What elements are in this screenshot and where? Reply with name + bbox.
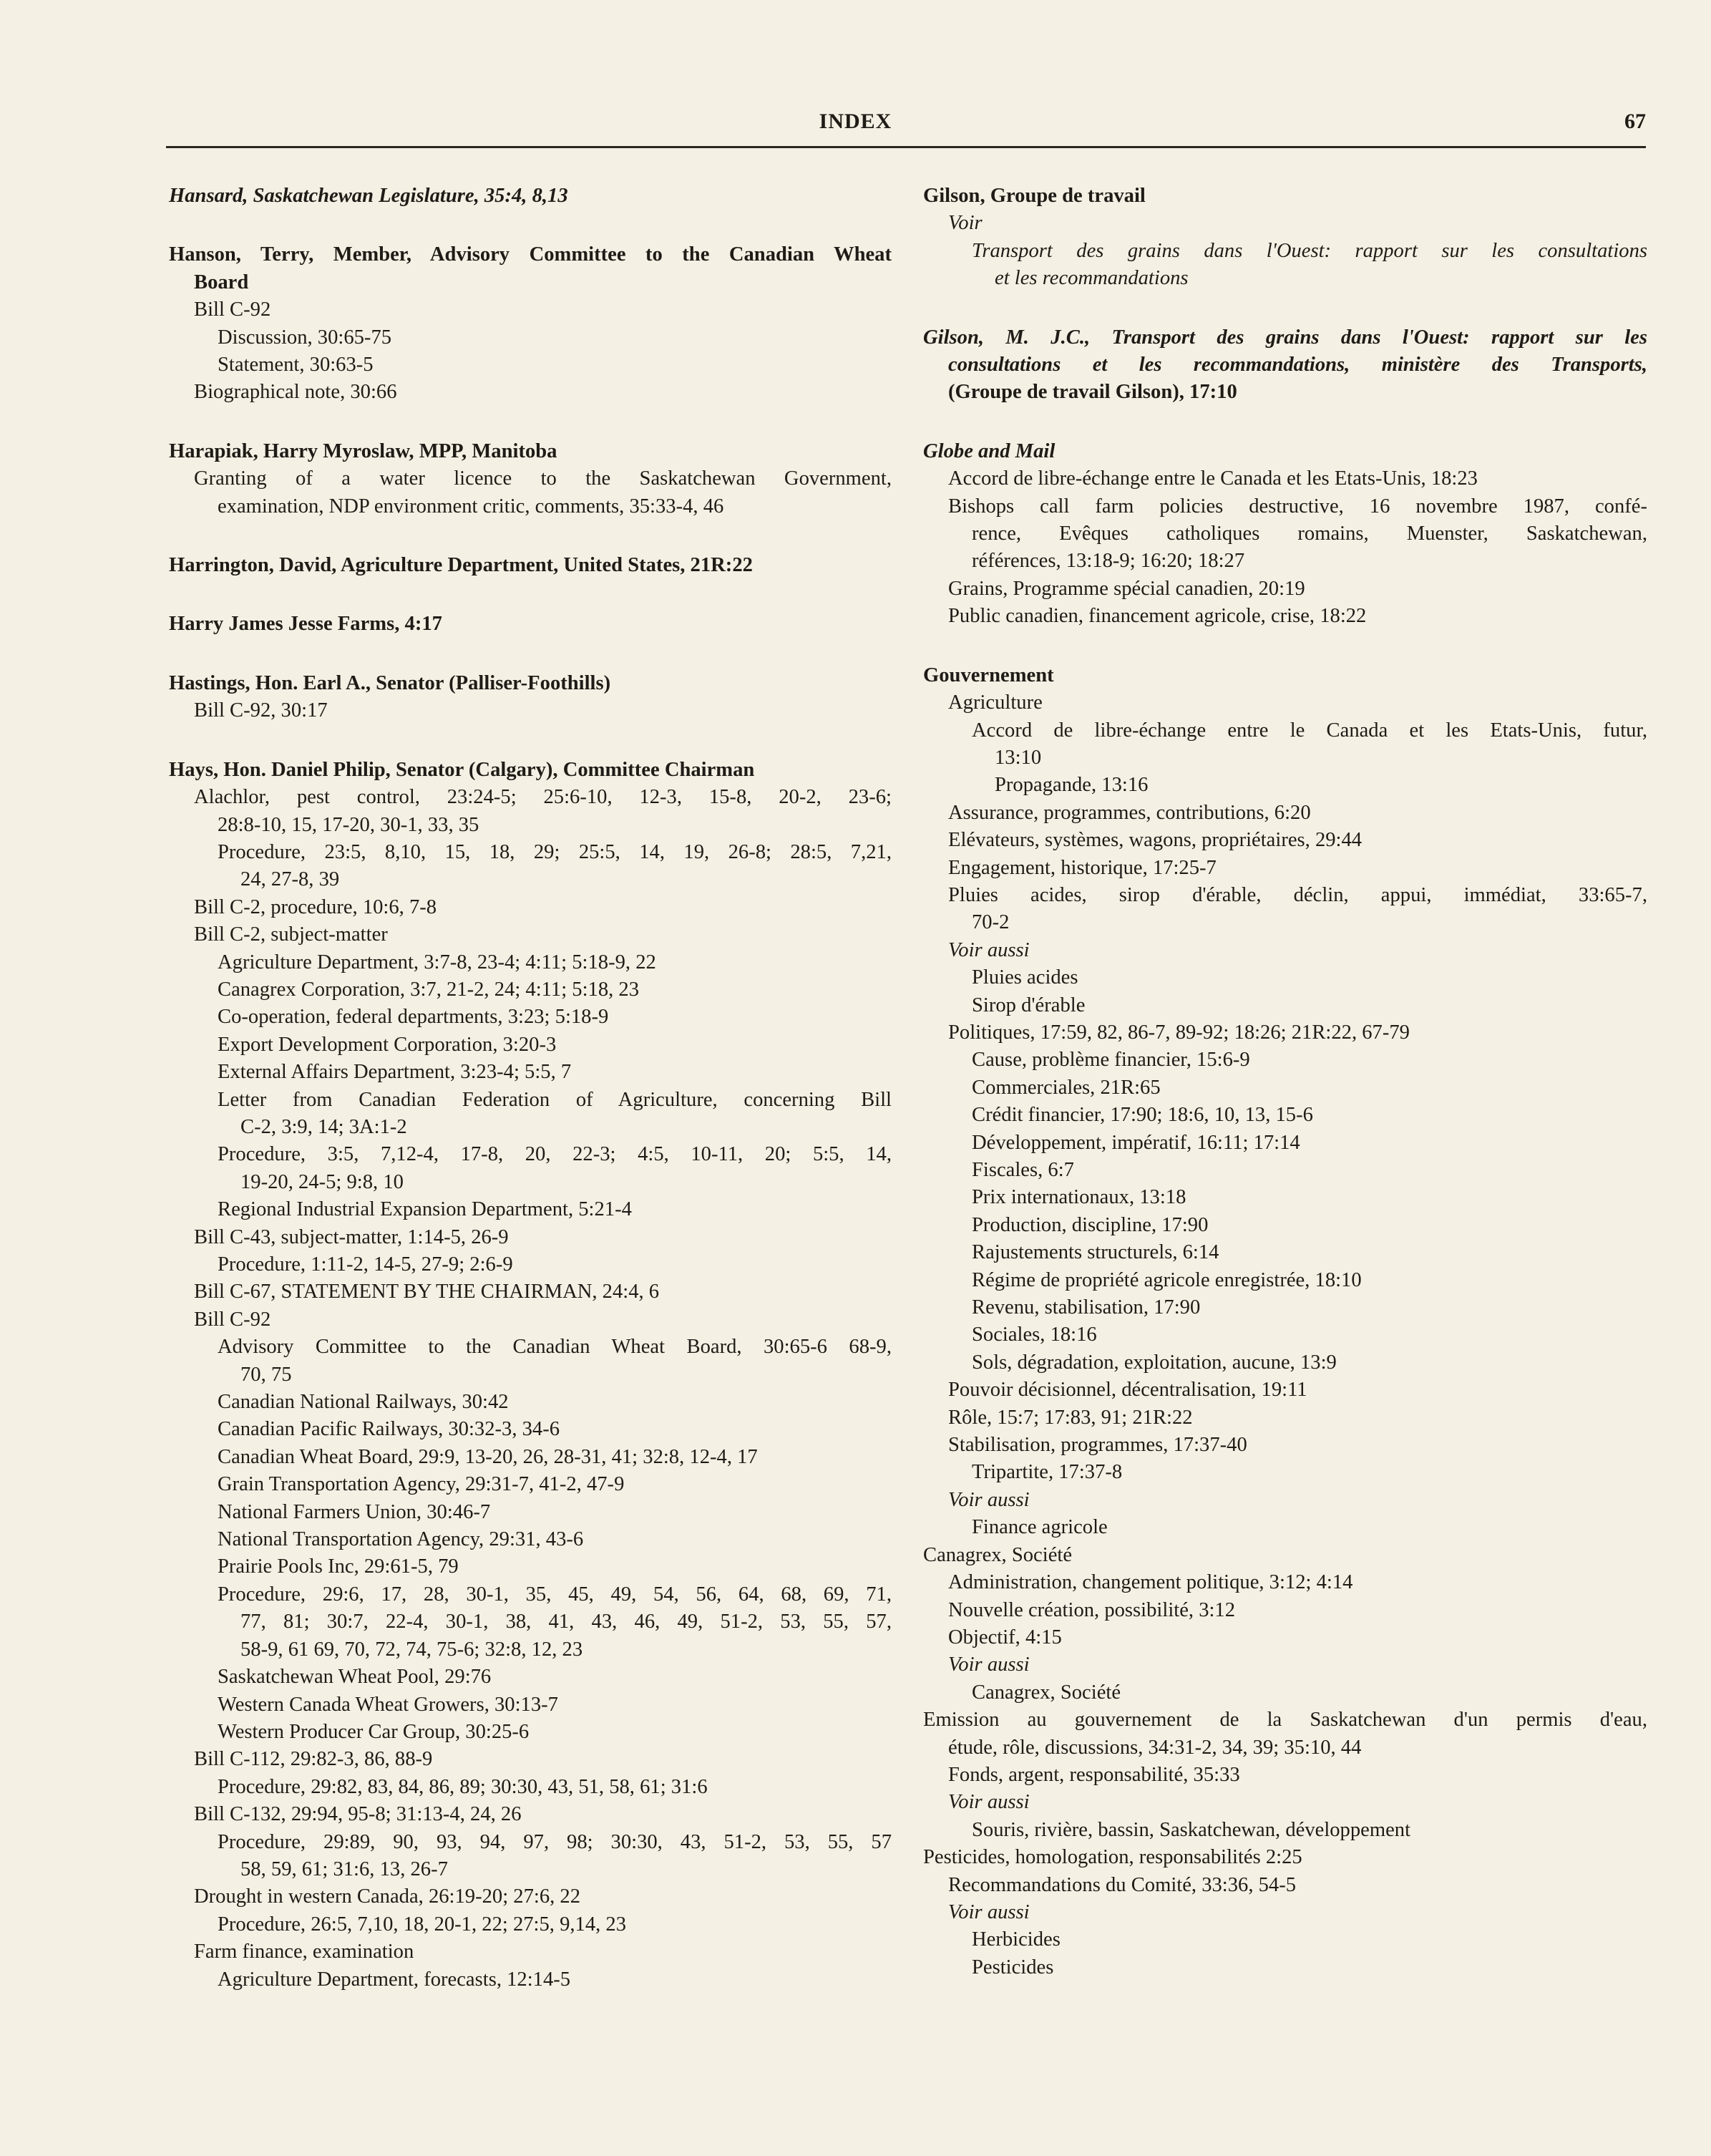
entry-line: Revenu, stabilisation, 17:90 [972, 1296, 1201, 1319]
index-entry-globe-and-mail [923, 438, 1647, 631]
entry-line: Canagrex, Société [923, 1543, 1073, 1566]
entry-heading: Hanson, Terry, Member, Advisory Committee to the Canadian Wheat [169, 243, 892, 266]
index-entry-hanson [169, 241, 892, 406]
entry-heading: Harapiak, Harry Myroslaw, MPP, Manitoba [169, 440, 557, 462]
entry-heading: Harry James Jesse Farms, 4:17 [169, 613, 442, 636]
entry-line: Elévateurs, systèmes, wagons, propriétaires, 29:44 [948, 829, 1363, 852]
entry-line: Propagande, 13:16 [995, 774, 1149, 797]
entry-heading: Globe and Mail [923, 440, 1056, 462]
entry-line: Crédit financier, 17:90; 18:6, 10, 13, 15-6 [972, 1104, 1313, 1127]
index-entry-hays [169, 757, 892, 1994]
entry-line: Granting of a water licence to the Saskatchewan Government, [194, 467, 892, 490]
entry-line: Co-operation, federal departments, 3:23; 5:18-9 [218, 1006, 609, 1029]
entry-line: Stabilisation, programmes, 17:37-40 [948, 1434, 1247, 1457]
entry-line: Grains, Programme spécial canadien, 20:19 [948, 577, 1305, 600]
entry-line: Finance agricole [972, 1516, 1108, 1539]
entry-heading-cont: (Groupe de travail Gilson), 17:10 [948, 381, 1237, 404]
entry-line: Regional Industrial Expansion Department, 5:21-4 [218, 1198, 632, 1221]
entry-line: Administration, changement politique, 3:12; 4:14 [948, 1571, 1353, 1594]
entry-line: Public canadien, financement agricole, crise, 18:22 [948, 605, 1367, 628]
entry-line: National Farmers Union, 30:46-7 [218, 1500, 491, 1523]
entry-line: Fiscales, 6:7 [972, 1159, 1074, 1181]
entry-line: Politiques, 17:59, 82, 86-7, 89-92; 18:26; 21R:22, 67-79 [948, 1021, 1410, 1044]
page-title: INDEX [819, 110, 892, 133]
entry-line: Western Producer Car Group, 30:25-6 [218, 1720, 530, 1743]
entry-line: Agriculture [948, 691, 1043, 714]
entry-line: Western Canada Wheat Growers, 30:13-7 [218, 1693, 558, 1716]
entry-heading: Hays, Hon. Daniel Philip, Senator (Calgary), Committee Chairman [169, 758, 755, 781]
entry-line: Régime de propriété agricole enregistrée, 18:10 [972, 1268, 1362, 1291]
index-entry-hastings [169, 670, 892, 725]
entry-line: Herbicides [972, 1928, 1061, 1951]
entry-line: C-2, 3:9, 14; 3A:1-2 [240, 1115, 407, 1138]
entry-line: Procedure, 29:89, 90, 93, 94, 97, 98; 30:30, 43, 51-2, 53, 55, 57 [218, 1830, 892, 1853]
see-also-label: Voir aussi [948, 1900, 1030, 1923]
see-also-label: Voir aussi [948, 1654, 1030, 1676]
entry-line: Commerciales, 21R:65 [972, 1076, 1161, 1099]
entry-heading-cont: consultations et les recommandations, ministère des Transports, [948, 354, 1647, 377]
entry-heading-cont: Board [194, 271, 249, 293]
entry-line: étude, rôle, discussions, 34:31-2, 34, 39; 35:10, 44 [948, 1736, 1362, 1759]
see-also-label: Voir aussi [948, 1791, 1030, 1814]
entry-line: Saskatchewan Wheat Pool, 29:76 [218, 1666, 492, 1689]
entry-line: références, 13:18-9; 16:20; 18:27 [972, 550, 1245, 573]
entry-line: et les recommandations [995, 267, 1189, 290]
entry-line: Rajustements structurels, 6:14 [972, 1241, 1219, 1264]
entry-line: Engagement, historique, 17:25-7 [948, 856, 1217, 879]
entry-line: 24, 27-8, 39 [240, 868, 340, 891]
entry-heading: Gouvernement [923, 664, 1054, 686]
entry-line: Agriculture Department, forecasts, 12:14-5 [218, 1968, 571, 1991]
entry-line: Nouvelle création, possibilité, 3:12 [948, 1598, 1236, 1621]
entry-line: Procedure, 26:5, 7,10, 18, 20-1, 22; 27:5, 9,14, 23 [218, 1913, 627, 1936]
entry-line: Pouvoir décisionnel, décentralisation, 19:11 [948, 1379, 1307, 1402]
entry-line: Cause, problème financier, 15:6-9 [972, 1049, 1250, 1072]
entry-line: Export Development Corporation, 3:20-3 [218, 1033, 557, 1056]
entry-line: Sirop d'érable [972, 994, 1086, 1016]
entry-line: Assurance, programmes, contributions, 6:20 [948, 801, 1311, 824]
entry-line: External Affairs Department, 3:23-4; 5:5, 7 [218, 1061, 572, 1084]
entry-line: Canadian National Railways, 30:42 [218, 1391, 509, 1414]
entry-line: Canagrex Corporation, 3:7, 21-2, 24; 4:11; 5:18, 23 [218, 978, 640, 1001]
entry-heading: Harrington, David, Agriculture Department, United States, 21R:22 [169, 554, 753, 577]
entry-line: Alachlor, pest control, 23:24-5; 25:6-10, 12-3, 15-8, 20-2, 23-6; [194, 786, 892, 809]
entry-line: National Transportation Agency, 29:31, 43-6 [218, 1528, 584, 1551]
index-entry-harry-james [169, 611, 892, 638]
entry-line: Bill C-92 [194, 298, 271, 321]
entry-heading: Hastings, Hon. Earl A., Senator (Palliser-Foothills) [169, 671, 611, 694]
index-entry-harapiak [169, 438, 892, 520]
left-column [169, 183, 892, 2025]
entry-line: Bill C-112, 29:82-3, 86, 88-9 [194, 1748, 433, 1771]
entry-line: Bill C-92 [194, 1308, 271, 1331]
entry-line: Accord de libre-échange entre le Canada et les Etats-Unis, futur, [972, 719, 1647, 742]
entry-line: Procedure, 29:82, 83, 84, 86, 89; 30:30, 43, 51, 58, 61; 31:6 [218, 1775, 708, 1798]
entry-line: Pluies acides, sirop d'érable, déclin, appui, immédiat, 33:65-7, [948, 883, 1647, 906]
entry-line: Objectif, 4:15 [948, 1626, 1062, 1648]
entry-line: Tripartite, 17:37-8 [972, 1461, 1123, 1484]
entry-line: Agriculture Department, 3:7-8, 23-4; 4:11; 5:18-9, 22 [218, 951, 656, 973]
entry-line: Prix internationaux, 13:18 [972, 1186, 1186, 1209]
entry-line: 70, 75 [240, 1363, 292, 1386]
entry-line: Procedure, 3:5, 7,12-4, 17-8, 20, 22-3; 4:5, 10-11, 20; 5:5, 14, [218, 1143, 892, 1166]
entry-heading: Gilson, Groupe de travail [923, 185, 1146, 207]
entry-line: Sols, dégradation, exploitation, aucune, 13:9 [972, 1351, 1337, 1374]
index-entry-harrington [169, 552, 892, 579]
page-number: 67 [1624, 110, 1646, 133]
entry-line: Rôle, 15:7; 17:83, 91; 21R:22 [948, 1406, 1193, 1429]
entry-line: Production, discipline, 17:90 [972, 1213, 1209, 1236]
entry-line: Bishops call farm policies destructive, 16 novembre 1987, confé- [948, 495, 1647, 518]
entry-line: Recommandations du Comité, 33:36, 54-5 [948, 1873, 1297, 1896]
entry-line: 58-9, 61 69, 70, 72, 74, 75-6; 32:8, 12, 23 [240, 1638, 583, 1661]
entry-line: Emission au gouvernement de la Saskatchewan d'un permis d'eau, [923, 1709, 1647, 1732]
entry-line: Canadian Wheat Board, 29:9, 13-20, 26, 28-31, 41; 32:8, 12-4, 17 [218, 1445, 758, 1468]
entry-line: Souris, rivière, bassin, Saskatchewan, développement [972, 1818, 1411, 1841]
entry-line: Discussion, 30:65-75 [218, 326, 392, 349]
header-rule [166, 146, 1646, 148]
entry-line: Sociales, 18:16 [972, 1324, 1097, 1346]
see-label: Voir [948, 212, 983, 235]
entry-line: 77, 81; 30:7, 22-4, 30-1, 38, 41, 43, 46, 49, 51-2, 53, 55, 57, [240, 1611, 892, 1633]
entry-line: Prairie Pools Inc, 29:61-5, 79 [218, 1555, 459, 1578]
entry-line: Bill C-92, 30:17 [194, 699, 328, 722]
index-entry-gilson-mjc [923, 324, 1647, 407]
entry-line: Farm finance, examination [194, 1941, 414, 1963]
entry-line: examination, NDP environment critic, comments, 35:33-4, 46 [218, 495, 724, 518]
see-also-label: Voir aussi [948, 938, 1030, 961]
entry-line: Pluies acides [972, 966, 1078, 989]
index-entry-gouvernement [923, 662, 1647, 1982]
entry-line: Canagrex, Société [972, 1681, 1121, 1704]
entry-line: Procedure, 1:11-2, 14-5, 27-9; 2:6-9 [218, 1253, 513, 1276]
entry-line: Bill C-43, subject-matter, 1:14-5, 26-9 [194, 1225, 509, 1248]
entry-line: Statement, 30:63-5 [218, 354, 374, 377]
entry-line: Accord de libre-échange entre le Canada et les Etats-Unis, 18:23 [948, 467, 1478, 490]
entry-line: Pesticides, homologation, responsabilités 2:25 [923, 1846, 1302, 1869]
entry-line: Canadian Pacific Railways, 30:32-3, 34-6 [218, 1418, 560, 1441]
entry-line: Biographical note, 30:66 [194, 381, 397, 404]
entry-line: Bill C-2, procedure, 10:6, 7-8 [194, 895, 437, 918]
entry-line: 70-2 [972, 911, 1010, 934]
entry-line: Bill C-132, 29:94, 95-8; 31:13-4, 24, 26 [194, 1803, 522, 1826]
entry-heading: Hansard, Saskatchewan Legislature, 35:4, 8,13 [169, 185, 568, 207]
entry-line: Letter from Canadian Federation of Agriculture, concerning Bill [218, 1088, 892, 1111]
entry-line: 58, 59, 61; 31:6, 13, 26-7 [240, 1858, 448, 1880]
entry-line: Transport des grains dans l'Ouest: rapport sur les consultations [972, 239, 1647, 262]
see-also-label: Voir aussi [948, 1488, 1030, 1511]
entry-line: Grain Transportation Agency, 29:31-7, 41-2, 47-9 [218, 1473, 625, 1496]
entry-heading: Gilson, M. J.C., Transport des grains dans l'Ouest: rapport sur les [923, 326, 1647, 349]
entry-line: Procedure, 29:6, 17, 28, 30-1, 35, 45, 49, 54, 56, 64, 68, 69, 71, [218, 1583, 892, 1606]
entry-line: Bill C-2, subject-matter [194, 923, 388, 946]
entry-line: Développement, impératif, 16:11; 17:14 [972, 1131, 1300, 1154]
index-entry-gilson-groupe [923, 183, 1647, 293]
entry-line: 13:10 [995, 746, 1042, 769]
entry-line: 19-20, 24-5; 9:8, 10 [240, 1170, 404, 1193]
entry-line: Drought in western Canada, 26:19-20; 27:6, 22 [194, 1885, 581, 1908]
entry-line: 28:8-10, 15, 17-20, 30-1, 33, 35 [218, 813, 479, 836]
entry-line: Pesticides [972, 1956, 1054, 1978]
entry-line: Advisory Committee to the Canadian Wheat Board, 30:65-6 68-9, [218, 1336, 892, 1359]
entry-line: Procedure, 23:5, 8,10, 15, 18, 29; 25:5, 14, 19, 26-8; 28:5, 7,21, [218, 840, 892, 863]
entry-line: Bill C-67, STATEMENT BY THE CHAIRMAN, 24:4, 6 [194, 1281, 660, 1303]
right-column [923, 183, 1647, 2013]
index-entry-hansard [169, 183, 892, 210]
entry-line: rence, Evêques catholiques romains, Muenster, Saskatchewan, [972, 523, 1647, 545]
entry-line: Fonds, argent, responsabilité, 35:33 [948, 1763, 1240, 1786]
